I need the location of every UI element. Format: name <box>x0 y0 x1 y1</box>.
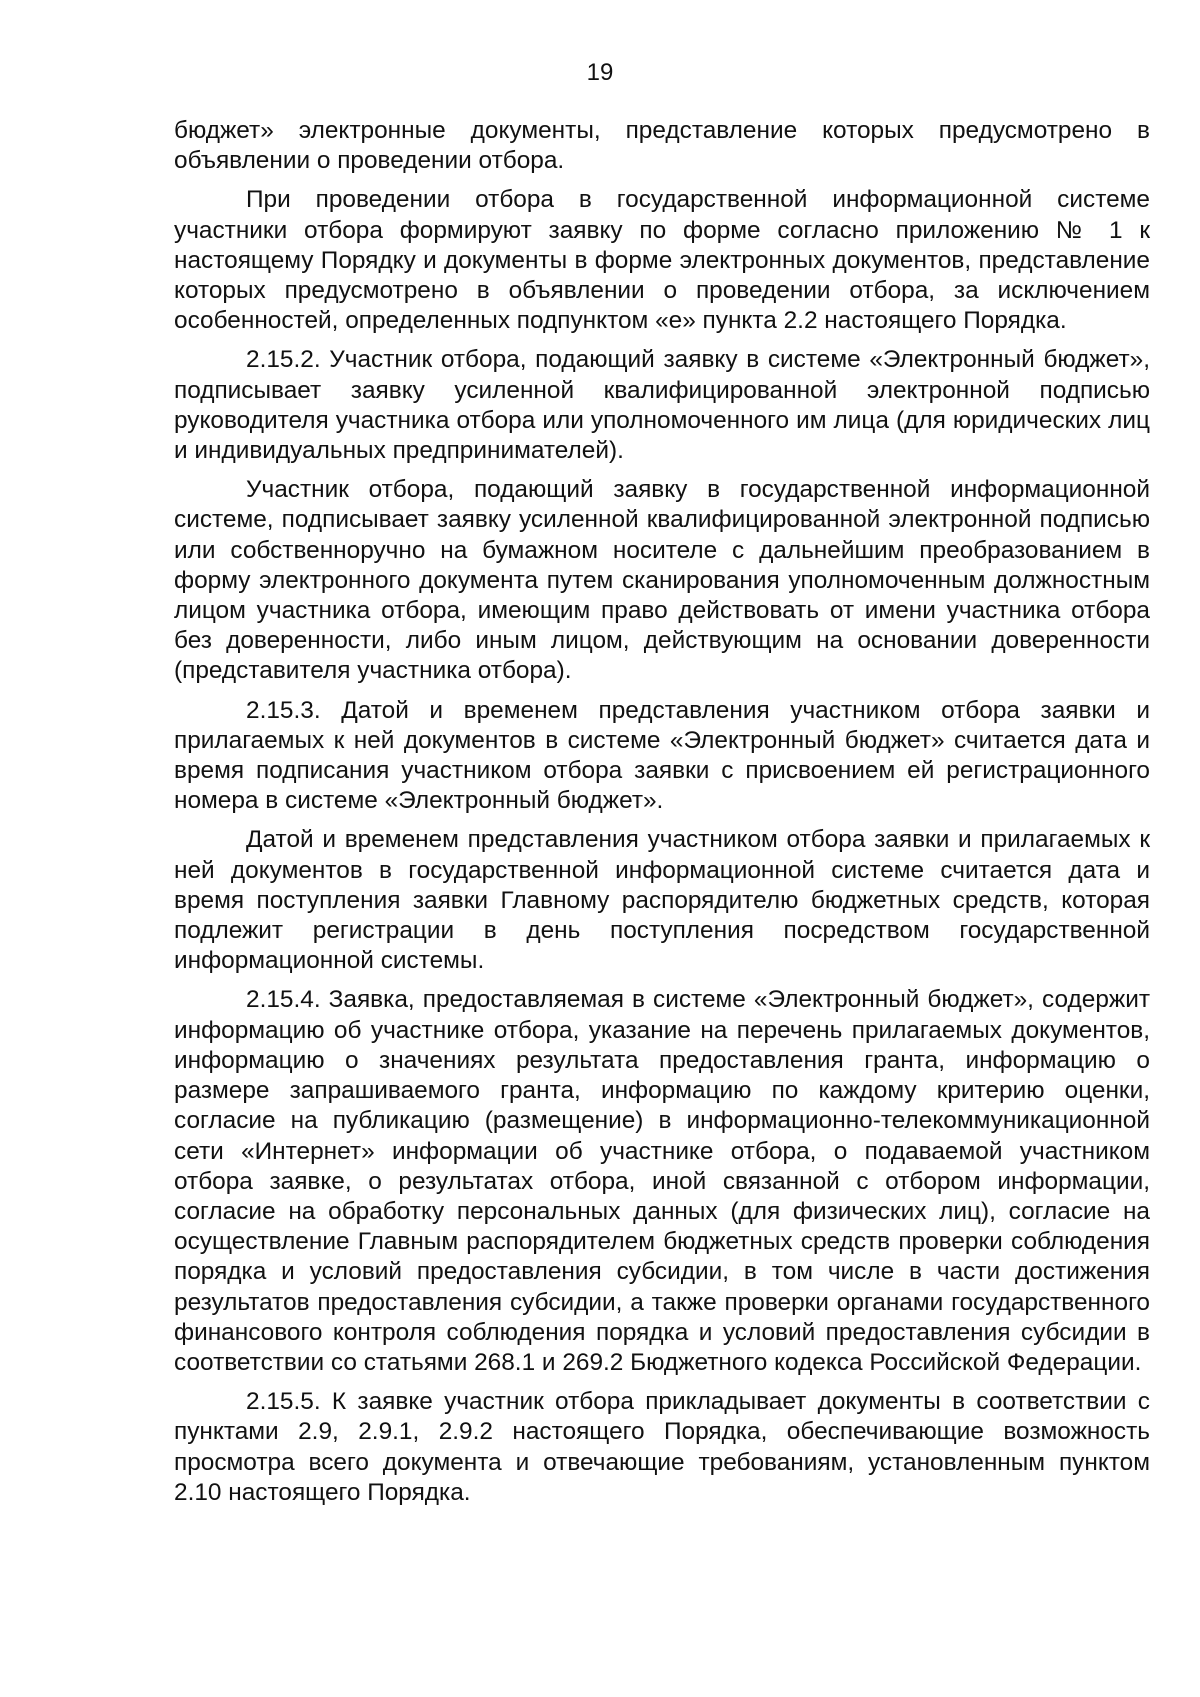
paragraph-state-system-application: При проведении отбора в государственной информационной системе участники отбора формируют заявку по форме согласно приложению № 1 к настоящему Порядку и документы в форме электронных документов, представление которых предусмотрено в объявлении о проведении отбора, за исключением особенностей, определенных подпунктом «е» пункта 2.2 настоящего Порядка. <box>174 186 1150 335</box>
paragraph-submission-date-state-system: Датой и временем представления участником отбора заявки и прилагаемых к ней документов в государственной информационной системе считается дата и время поступления заявки Главному распорядителю бюджетных средств, которая подлежит регистрации в день поступления посредством государственной информационной системы. <box>174 826 1150 975</box>
page-number: 19 <box>586 59 614 86</box>
paragraph-continuation: бюджет» электронные документы, представление которых предусмотрено в объявлении о проведении отбора. <box>174 117 1150 175</box>
document-body <box>174 116 1150 1517</box>
paragraph-signature-state-system: Участник отбора, подающий заявку в государственной информационной системе, подписывает заявку усиленной квалифицированной электронной подписью или собственноручно на бумажном носителе с дальнейшим преобразованием в форму электронного документа путем сканирования уполномоченным должностным лицом участника отбора, имеющим право действовать от имени участника отбора без доверенности, либо иным лицом, действующим на основании доверенности (представителя участника отбора). <box>174 476 1150 685</box>
paragraph-2-15-4: 2.15.4. Заявка, предоставляемая в системе «Электронный бюджет», содержит информацию об участнике отбора, указание на перечень прилагаемых документов, информацию о значениях результата предоставления гранта, информацию о размере запрашиваемого гранта, информацию по каждому критерию оценки, согласие на публикацию (размещение) в информационно-телекоммуникационной сети «Интернет» информации об участнике отбора, о подаваемой участником отбора заявке, о результатах отбора, иной связанной с отбором информации, согласие на обработку персональных данных (для физических лиц), согласие на осуществление Главным распорядителем бюджетных средств проверки соблюдения порядка и условий предоставления субсидии, в том числе в части достижения результатов предоставления субсидии, а также проверки органами государственного финансового контроля соблюдения порядка и условий предоставления субсидии в соответствии со статьями 268.1 и 269.2 Бюджетного кодекса Российской Федерации. <box>174 986 1150 1376</box>
paragraph-2-15-5: 2.15.5. К заявке участник отбора прикладывает документы в соответствии с пунктами 2.9, 2.9.1, 2.9.2 настоящего Порядка, обеспечивающие возможность просмотра всего документа и отвечающие требованиям, установленным пунктом 2.10 настоящего Порядка. <box>174 1388 1150 1506</box>
paragraph-2-15-2: 2.15.2. Участник отбора, подающий заявку в системе «Электронный бюджет», подписывает заявку усиленной квалифицированной электронной подписью руководителя участника отбора или уполномоченного им лица (для юридических лиц и индивидуальных предпринимателей). <box>174 346 1150 465</box>
paragraph-2-15-3: 2.15.3. Датой и временем представления участником отбора заявки и прилагаемых к ней документов в системе «Электронный бюджет» считается дата и время подписания участником отбора заявки с присвоением ей регистрационного номера в системе «Электронный бюджет». <box>174 696 1150 815</box>
